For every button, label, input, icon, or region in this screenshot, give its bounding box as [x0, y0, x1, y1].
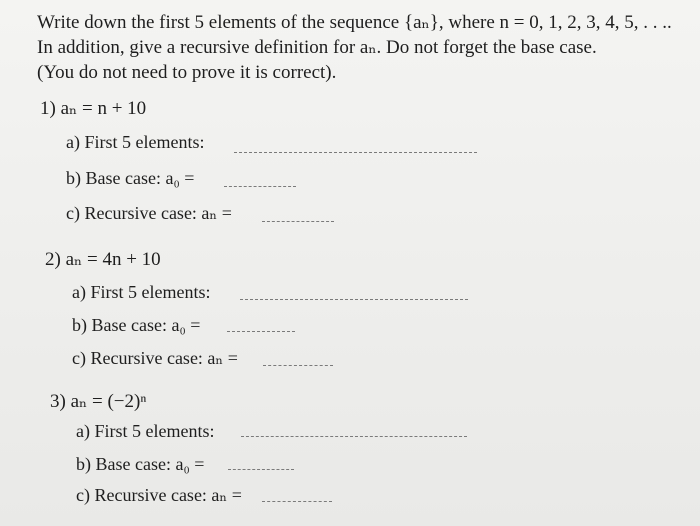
problem-3-recursive-label: c) Recursive case: aₙ = [76, 485, 242, 505]
problem-2-title: 2) aₙ = 4n + 10 [45, 249, 161, 270]
problem-1-title: 1) aₙ = n + 10 [40, 98, 147, 119]
problem-2-first-answer-line[interactable] [240, 299, 468, 300]
problem-2-base-answer-line[interactable] [227, 331, 295, 332]
instructions-line-3: (You do not need to prove it is correct). [37, 62, 337, 83]
problem-3-first-answer-line[interactable] [241, 436, 467, 437]
problem-1-base-label: b) Base case: a₀ = [66, 168, 195, 188]
problem-1-base-answer-line[interactable] [224, 186, 296, 187]
problem-3-first-label: a) First 5 elements: [76, 421, 215, 441]
problem-2-recursive-answer-line[interactable] [263, 365, 333, 366]
problem-1-recursive-label: c) Recursive case: aₙ = [66, 203, 232, 223]
problem-2-base-label: b) Base case: a₀ = [72, 315, 201, 335]
problem-3-base-answer-line[interactable] [228, 469, 294, 470]
instructions-line-1: Write down the first 5 elements of the sequence {aₙ}, where n = 0, 1, 2, 3, 4, 5, . . .. [37, 12, 672, 33]
problem-3-title: 3) aₙ = (−2)ⁿ [50, 391, 147, 412]
problem-1-first-answer-line[interactable] [234, 152, 477, 153]
problem-3-base-label: b) Base case: a₀ = [76, 454, 205, 474]
problem-1-first-label: a) First 5 elements: [66, 132, 205, 152]
instructions-line-2: In addition, give a recursive definition for aₙ. Do not forget the base case. [37, 37, 597, 58]
problem-2-first-label: a) First 5 elements: [72, 282, 211, 302]
problem-3-recursive-answer-line[interactable] [262, 501, 332, 502]
problem-2-recursive-label: c) Recursive case: aₙ = [72, 348, 238, 368]
instructions [37, 10, 687, 85]
problem-1-recursive-answer-line[interactable] [262, 221, 334, 222]
